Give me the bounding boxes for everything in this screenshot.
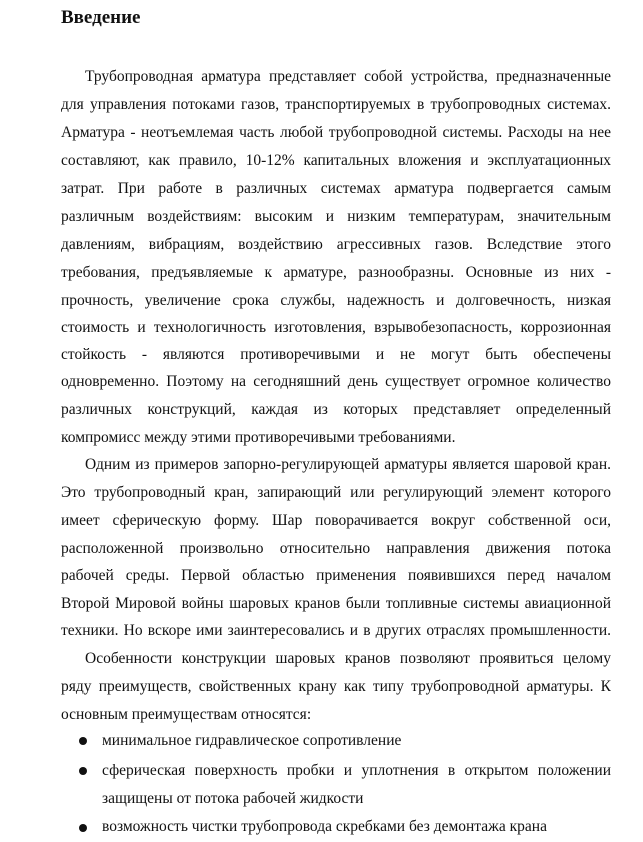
paragraph-3-line-3: основным преимуществам относятся:	[61, 706, 312, 723]
bullet-dot	[79, 737, 87, 745]
paragraph-3-line-2: ряду преимуществ, свойственных крану как типу трубопроводной арматуры. К	[61, 678, 611, 695]
paragraph-2-line-5: рабочей среды. Первой областью применения появившихся перед началом	[61, 567, 611, 584]
paragraph-1-line-10: стоимость и технологичность изготовления, взрывобезопасность, коррозионная	[61, 319, 611, 336]
paragraph-2-line-6: Второй Мировой войны шаровых кранов были топливные системы авиационной	[61, 595, 611, 612]
paragraph-2-line-7: техники. Но вскоре ими заинтересовались и в других отраслях промышленности.	[61, 622, 611, 639]
bullet-dot	[79, 824, 87, 832]
bullet-1-text: минимальное гидравлическое сопротивление	[102, 732, 402, 749]
paragraph-1-line-2: для управления потоками газов, транспортируемых в трубопроводных системах.	[61, 96, 611, 113]
bullet-2-text-line-1: сферическая поверхность пробки и уплотнения в открытом положении	[102, 762, 611, 779]
bullet-3-text: возможность чистки трубопровода скребками без демонтажа крана	[102, 818, 547, 835]
paragraph-1-line-12: одновременно. Поэтому на сегодняшний день существует огромное количество	[61, 373, 611, 390]
paragraph-1-line-7: давлениям, вибрациям, воздействию агрессивных газов. Вследствие этого	[61, 236, 611, 253]
paragraph-1-line-3: Арматура - неотъемлемая часть любой трубопроводной системы. Расходы на нее	[61, 124, 611, 141]
paragraph-2-line-4: расположенной произвольно относительно направления движения потока	[61, 540, 611, 557]
bullet-dot	[79, 767, 87, 775]
paragraph-1-line-8: требования, предъявляемые к арматуре, разнообразны. Основные из них -	[61, 264, 611, 281]
page-title: Введение	[61, 7, 141, 28]
paragraph-1-line-4: составляют, как правило, 10-12% капитальных вложения и эксплуатационных	[61, 152, 611, 169]
paragraph-2-line-3: имеет сферическую форму. Шар поворачивается вокруг собственной оси,	[61, 512, 611, 529]
paragraph-3-line-1: Особенности конструкции шаровых кранов позволяют проявиться целому	[85, 650, 611, 667]
paragraph-2-line-2: Это трубопроводный кран, запирающий или регулирующий элемент которого	[61, 484, 611, 501]
paragraph-1-line-6: различным воздействиям: высоким и низким температурам, значительным	[61, 208, 611, 225]
paragraph-1-line-13: различных конструкций, каждая из которых представляет определенный	[61, 401, 611, 418]
paragraph-1-line-9: прочность, увеличение срока службы, надежность и долговечность, низкая	[61, 292, 611, 309]
paragraph-1-line-5: затрат. При работе в различных системах арматура подвергается самым	[61, 180, 611, 197]
paragraph-1-line-11: стойкость - являются противоречивыми и не могут быть обеспечены	[61, 346, 611, 363]
paragraph-1-line-14: компромисс между этими противоречивыми требованиями.	[61, 429, 456, 446]
paragraph-2-line-1: Одним из примеров запорно-регулирующей арматуры является шаровой кран.	[85, 456, 611, 473]
paragraph-1-line-1: Трубопроводная арматура представляет собой устройства, предназначенные	[85, 68, 611, 85]
bullet-2-text-line-2: защищены от потока рабочей жидкости	[102, 790, 364, 807]
